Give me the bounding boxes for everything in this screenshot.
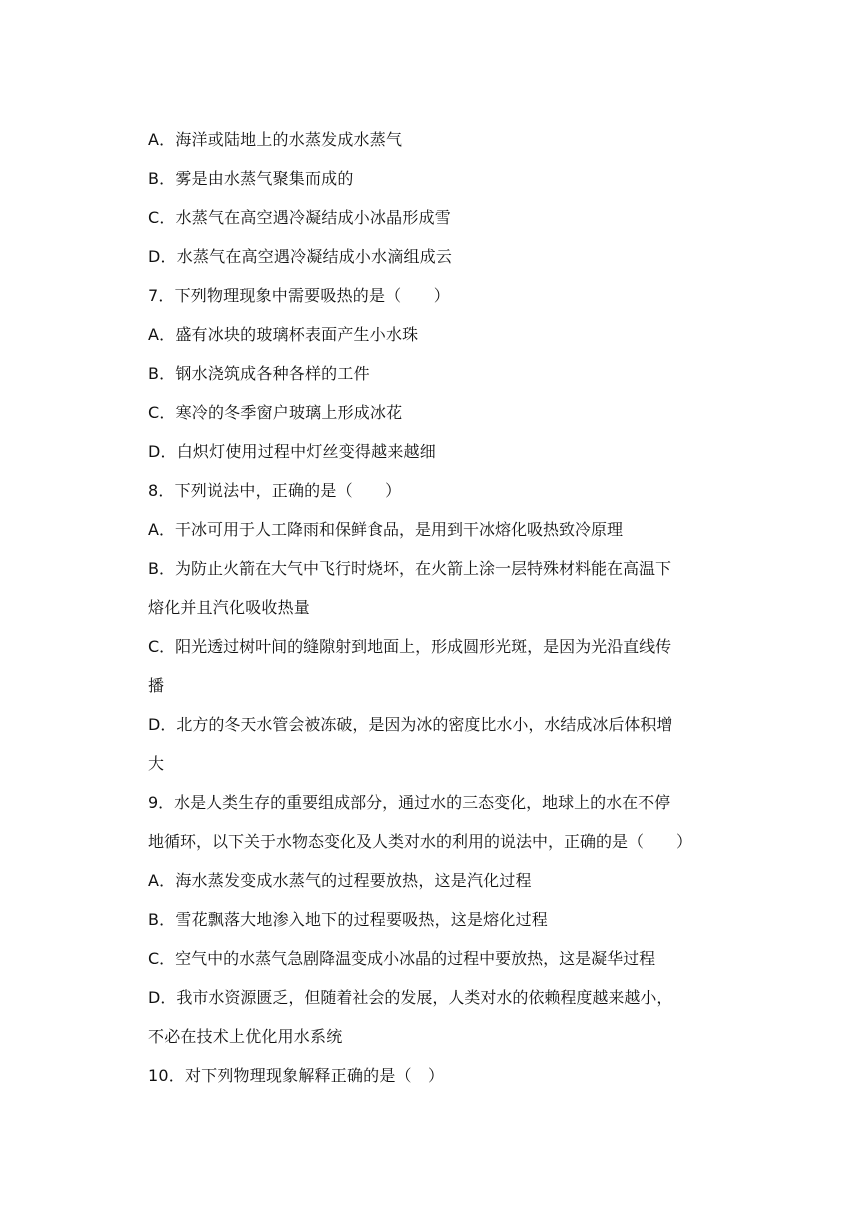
option-9b: B．雪花飘落大地渗入地下的过程要吸热，这是熔化过程 bbox=[148, 910, 548, 929]
option-9c: C．空气中的水蒸气急剧降温变成小冰晶的过程中要放热，这是凝华过程 bbox=[148, 949, 656, 968]
question-10: 10．对下列物理现象解释正确的是（ ） bbox=[148, 1066, 445, 1085]
option-9d-line2: 不必在技术上优化用水系统 bbox=[148, 1027, 343, 1046]
option-8b-line2: 熔化并且汽化吸收热量 bbox=[148, 598, 311, 617]
option-7b: B．钢水浇筑成各种各样的工件 bbox=[148, 364, 370, 383]
option-6b: B．雾是由水蒸气聚集而成的 bbox=[148, 169, 354, 188]
option-8c-line1: C．阳光透过树叶间的缝隙射到地面上，形成圆形光斑，是因为光沿直线传 bbox=[148, 637, 672, 656]
option-7c: C．寒冷的冬季窗户玻璃上形成冰花 bbox=[148, 403, 403, 422]
option-8a: A．干冰可用于人工降雨和保鲜食品，是用到干冰熔化吸热致冷原理 bbox=[148, 520, 623, 539]
question-7: 7．下列物理现象中需要吸热的是（ ） bbox=[148, 286, 450, 305]
option-9d-line1: D．我市水资源匮乏，但随着社会的发展，人类对水的依赖程度越来越小， bbox=[148, 988, 673, 1007]
question-8: 8．下列说法中，正确的是（ ） bbox=[148, 481, 402, 500]
option-6c: C．水蒸气在高空遇冷凝结成小冰晶形成雪 bbox=[148, 208, 451, 227]
option-8d-line1: D．北方的冬天水管会被冻破，是因为冰的密度比水小，水结成冰后体积增 bbox=[148, 715, 673, 734]
option-7a: A．盛有冰块的玻璃杯表面产生小水珠 bbox=[148, 325, 419, 344]
option-6d: D．水蒸气在高空遇冷凝结成小水滴组成云 bbox=[148, 247, 453, 266]
option-8c-line2: 播 bbox=[148, 676, 165, 695]
question-text-block bbox=[148, 120, 718, 1095]
option-6a: A．海洋或陆地上的水蒸发成水蒸气 bbox=[148, 130, 403, 149]
question-9-line2: 地循环，以下关于水物态变化及人类对水的利用的说法中，正确的是（ ） bbox=[148, 832, 693, 851]
option-7d: D．白炽灯使用过程中灯丝变得越来越细 bbox=[148, 442, 436, 461]
question-9-line1: 9．水是人类生存的重要组成部分，通过水的三态变化，地球上的水在不停 bbox=[148, 793, 671, 812]
option-8d-line2: 大 bbox=[148, 754, 165, 773]
option-9a: A．海水蒸发变成水蒸气的过程要放热，这是汽化过程 bbox=[148, 871, 532, 890]
option-8b-line1: B．为防止火箭在大气中飞行时烧坏，在火箭上涂一层特殊材料能在高温下 bbox=[148, 559, 671, 578]
